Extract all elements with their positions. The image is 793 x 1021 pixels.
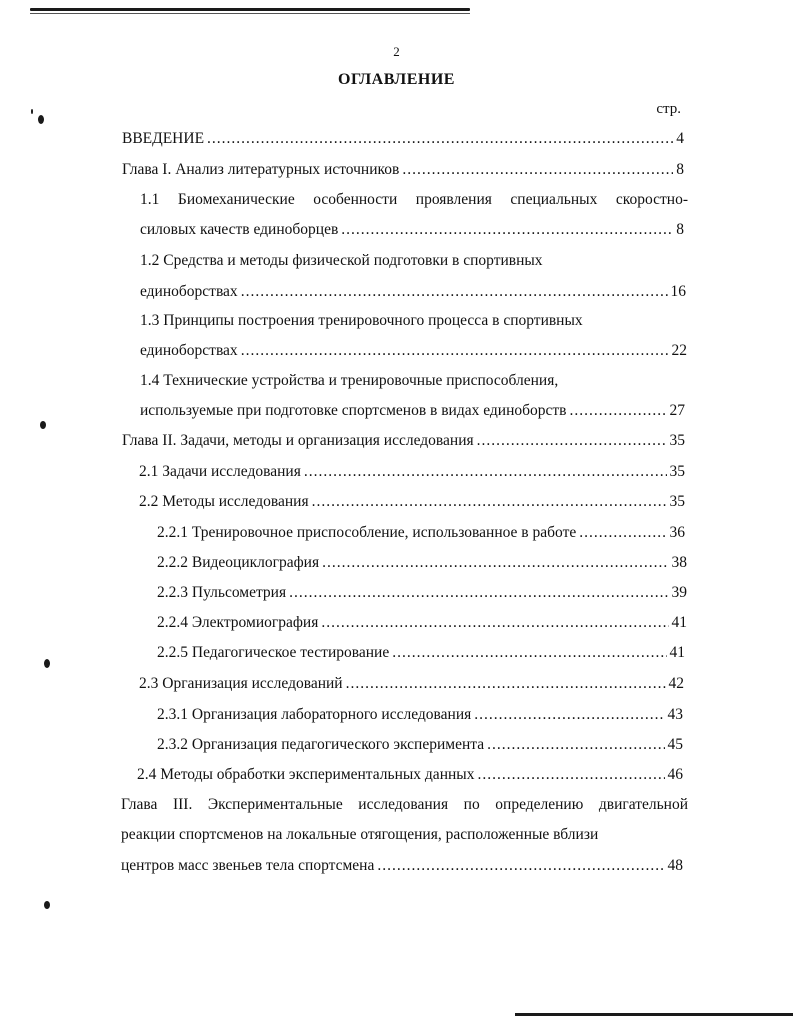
toc-entry-text: 2.2 Методы исследования [139, 493, 309, 510]
dot-leader [487, 735, 664, 755]
dot-leader [322, 553, 668, 573]
toc-entry-text: 2.3 Организация исследований [139, 675, 343, 692]
toc-entry-text: 2.2.5 Педагогическое тестирование [157, 644, 390, 661]
toc-entry-page: 8 [676, 221, 684, 238]
toc-entry-text: 2.2.4 Электромиография [157, 614, 319, 631]
toc-entry-page: 22 [671, 342, 687, 359]
toc-entry-2-2-3[interactable] [157, 583, 687, 603]
toc-entry-text: 2.2.2 Видеоциклография [157, 554, 320, 571]
dot-leader [474, 705, 664, 725]
dot-leader [207, 129, 673, 149]
toc-entry-text: 2.2.1 Тренировочное приспособление, использованное в работе [157, 524, 577, 541]
dot-leader [477, 765, 664, 785]
scan-border-line [515, 1013, 793, 1016]
toc-entry-2-3-1[interactable] [157, 705, 683, 725]
scan-speck [44, 901, 50, 909]
toc-entry-page: 35 [669, 463, 685, 480]
toc-entry-text: Глава II. Задачи, методы и организация исследования [122, 432, 474, 449]
toc-entry-2-3[interactable] [139, 674, 684, 694]
dot-leader [477, 431, 667, 451]
scan-border-line [30, 8, 470, 11]
dot-leader [289, 583, 668, 603]
page-column-label: стр. [656, 101, 681, 117]
toc-entry-1-4[interactable] [140, 401, 685, 421]
toc-entry-page: 48 [667, 857, 683, 874]
toc-entry-2-2-4[interactable] [157, 613, 687, 633]
toc-entry-page: 4 [676, 130, 684, 147]
toc-entry-2-2[interactable] [139, 492, 685, 512]
toc-entry-page: 8 [676, 161, 684, 178]
toc-entry-1-3[interactable] [140, 341, 687, 361]
toc-entry-text: используемые при подготовке спортсменов в видах единоборств [140, 402, 567, 419]
dot-leader [377, 856, 664, 876]
toc-entry-2-3-2[interactable] [157, 735, 683, 755]
toc-entry-text: 2.1 Задачи исследования [139, 463, 301, 480]
toc-entry-page: 16 [670, 283, 686, 300]
toc-entry-continuation: 1.4 Технические устройства и тренировочные приспособления, [140, 372, 559, 389]
toc-entry-page: 35 [669, 493, 685, 510]
toc-entry-continuation: 1.3 Принципы построения тренировочного процесса в спортивных [140, 312, 583, 329]
dot-leader [341, 220, 673, 240]
dot-leader [312, 492, 667, 512]
toc-entry-chapter-1[interactable] [122, 160, 684, 180]
toc-entry-2-4[interactable] [137, 765, 683, 785]
toc-entry-text: силовых качеств единоборцев [140, 221, 339, 238]
toc-entry-text: 2.3.1 Организация лабораторного исследования [157, 706, 472, 723]
dot-leader [304, 462, 667, 482]
toc-entry-text: единоборствах [140, 283, 238, 300]
toc-entry-page: 27 [669, 402, 685, 419]
toc-entry-text: единоборствах [140, 342, 238, 359]
toc-entry-text: Глава I. Анализ литературных источников [122, 161, 400, 178]
toc-entry-1-1[interactable] [140, 220, 684, 240]
dot-leader [569, 401, 666, 421]
toc-entry-continuation: 1.2 Средства и методы физической подготовки в спортивных [140, 252, 543, 269]
dot-leader [579, 523, 666, 543]
dot-leader [241, 282, 668, 302]
toc-entry-text: 2.3.2 Организация педагогического эксперимента [157, 736, 485, 753]
page-number: 2 [393, 44, 400, 59]
dot-leader [321, 613, 668, 633]
dot-leader [402, 160, 673, 180]
toc-entry-text: 2.2.3 Пульсометрия [157, 584, 287, 601]
toc-entry-page: 39 [671, 584, 687, 601]
dot-leader [346, 674, 666, 694]
toc-entry-page: 42 [668, 675, 684, 692]
toc-entry-page: 43 [667, 706, 683, 723]
toc-entry-continuation: реакции спортсменов на локальные отягощения, расположенные вблизи [121, 826, 599, 843]
toc-entry-text: центров масс звеньев тела спортсмена [121, 857, 375, 874]
toc-entry-continuation: 1.1 Биомеханические особенности проявления специальных скоростно- [140, 191, 688, 208]
toc-entry-text: ВВЕДЕНИЕ [122, 130, 205, 147]
toc-entry-page: 41 [669, 644, 685, 661]
toc-entry-page: 38 [671, 554, 687, 571]
toc-entry-continuation: Глава III. Экспериментальные исследования по определению двигательной [121, 796, 688, 813]
toc-entry-intro[interactable] [122, 129, 684, 149]
toc-entry-2-2-2[interactable] [157, 553, 687, 573]
page-title: ОГЛАВЛЕНИЕ [338, 71, 455, 88]
scan-speck [40, 421, 46, 429]
dot-leader [392, 643, 666, 663]
toc-entry-chapter-3[interactable] [121, 856, 683, 876]
scan-speck [44, 659, 50, 668]
toc-entry-page: 41 [671, 614, 687, 631]
toc-entry-page: 45 [667, 736, 683, 753]
toc-entry-page: 35 [669, 432, 685, 449]
toc-entry-chapter-2[interactable] [122, 431, 685, 451]
scan-speck [38, 115, 44, 124]
toc-entry-2-2-1[interactable] [157, 523, 685, 543]
scan-border-line [30, 13, 470, 14]
dot-leader [241, 341, 669, 361]
scan-speck [31, 109, 33, 114]
toc-entry-1-2[interactable] [140, 282, 686, 302]
toc-entry-2-2-5[interactable] [157, 643, 685, 663]
toc-entry-2-1[interactable] [139, 462, 685, 482]
toc-entry-page: 36 [669, 524, 685, 541]
toc-entry-text: 2.4 Методы обработки экспериментальных данных [137, 766, 475, 783]
toc-entry-page: 46 [667, 766, 683, 783]
